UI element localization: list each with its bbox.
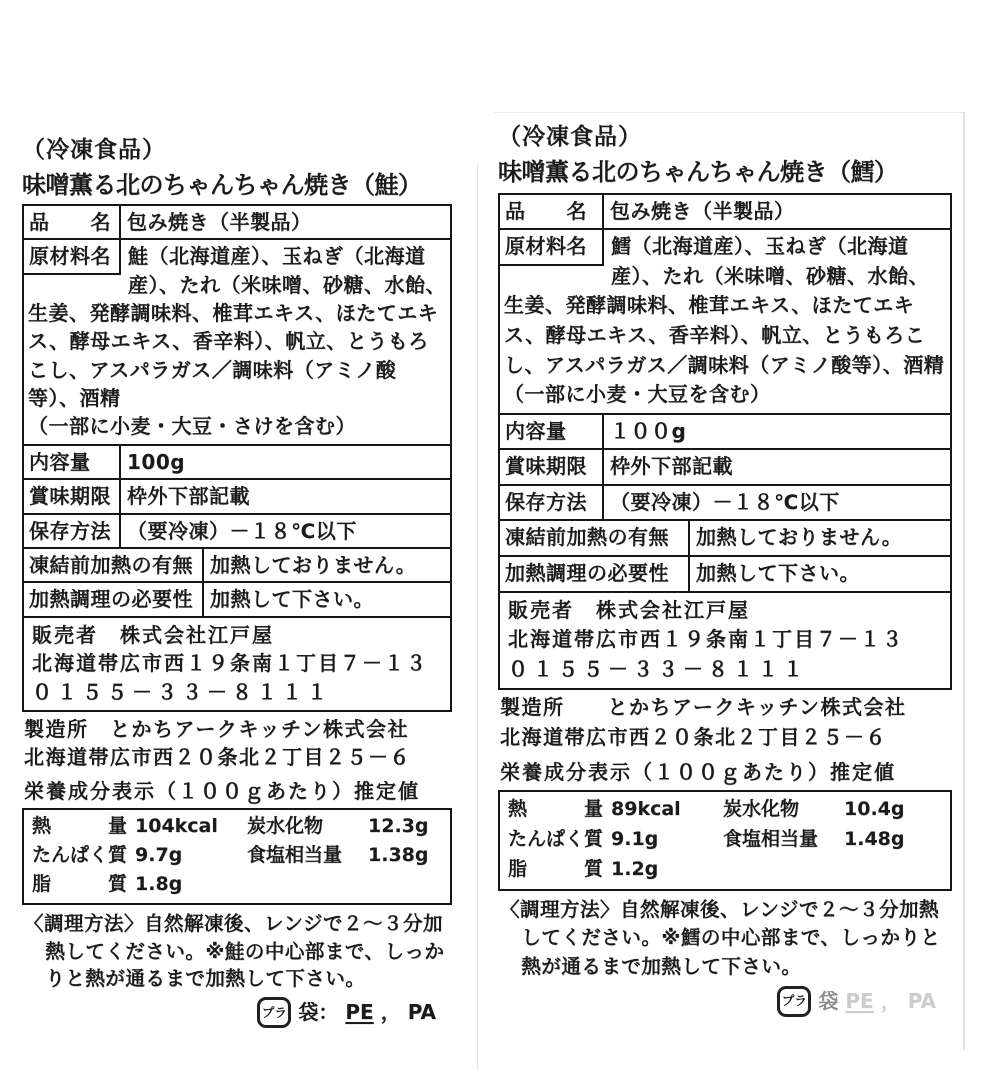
net-content-value: １００g	[610, 418, 687, 443]
material-pe: PE	[845, 988, 874, 1013]
heating-value: 加熱して下さい。	[696, 561, 860, 586]
recycle-info	[22, 997, 436, 1028]
plastic-recycle-icon	[257, 997, 291, 1028]
fat-value: 1.2g	[611, 858, 659, 881]
material-separator: ，	[380, 1000, 401, 1025]
nutrition-header: 栄養成分表示（１００ｇあたり）推定値	[24, 778, 420, 803]
row-preheat	[24, 549, 450, 583]
manufacturer-name: 製造所 とかちアークキッチン株式会社	[24, 716, 409, 741]
plastic-recycle-icon	[777, 986, 811, 1017]
nutrition-header: 栄養成分表示（１００ｇあたり）推定値	[500, 759, 896, 784]
best-before-label: 賞味期限	[24, 480, 121, 512]
cooking-instructions: 〈調理方法〉自然解凍後、レンジで２～３分加熱してください。※鱈の中心部まで、しっかりと熱が通るまで加熱して下さい。	[499, 897, 941, 979]
material-pa: PA	[407, 1000, 436, 1025]
product-name-value: 包み焼き（半製品）	[610, 198, 795, 223]
heating-label: 加熱調理の必要性	[500, 557, 690, 591]
row-storage	[500, 486, 950, 522]
salt-label: 食塩相当量	[247, 844, 343, 867]
storage-value: （要冷凍）－１８℃以下	[127, 518, 357, 543]
seller-name: 販売者 株式会社江戸屋	[508, 597, 750, 622]
energy-label: 熱 量	[32, 815, 128, 838]
seller-name: 販売者 株式会社江戸屋	[32, 622, 274, 647]
product-name-value: 包み焼き（半製品）	[127, 209, 312, 234]
preheat-value: 加熱しておりません。	[696, 525, 903, 550]
nutrition-row	[500, 854, 950, 884]
preheat-label: 凍結前加熱の有無	[500, 521, 690, 555]
frozen-food-note: （冷凍食品）	[22, 137, 166, 163]
manufacturer-address: 北海道帯広市西２０条北２丁目２５－６	[500, 725, 887, 750]
seller-block	[500, 593, 950, 689]
ingredients-label: 原材料名	[500, 230, 604, 266]
row-net-content	[500, 415, 950, 451]
nutrition-table	[22, 808, 452, 905]
manufacturer-address: 北海道帯広市西２０条北２丁目２５－６	[24, 745, 411, 770]
fat-label: 脂 質	[32, 873, 128, 896]
energy-value: 89kcal	[611, 798, 681, 821]
energy-value: 104kcal	[135, 815, 218, 838]
nutrition-row	[500, 824, 950, 854]
cooking-instructions: 〈調理方法〉自然解凍後、レンジで２～３分加熱してください。※鮭の中心部まで、しっかりと熱が通るまで加熱して下さい。	[23, 912, 445, 991]
product-name-label: 品 名	[24, 206, 121, 238]
protein-value: 9.1g	[611, 828, 659, 851]
carb-label: 炭水化物	[723, 798, 800, 821]
row-preheat	[500, 521, 950, 557]
row-product-name	[24, 206, 450, 240]
seller-phone: ０１５５－３３－８１１１	[32, 679, 332, 704]
bag-label: 袋：	[298, 1000, 339, 1025]
carb-value: 10.4g	[844, 798, 905, 821]
row-heating	[24, 583, 450, 617]
seller-phone: ０１５５－３３－８１１１	[508, 656, 808, 681]
spec-table	[498, 193, 952, 691]
recycle-info	[498, 986, 936, 1017]
material-pe: PE	[345, 1000, 374, 1025]
ingredients-text: 鱈（北海道産）、玉ねぎ（北海道産）、たれ（米味噌、砂糖、水飴、生姜、発酵調味料、椎茸エキス、ほたてエキス、酵母エキス、香辛料）、帆立、とうもろこし、アスパラガス／調味料（アミノ酸等）、酒精	[504, 234, 945, 377]
allergen-note: （一部に小麦・大豆・さけを含む）	[28, 414, 356, 439]
salt-label: 食塩相当量	[723, 828, 819, 851]
row-product-name	[500, 195, 950, 231]
product-title: 味噌薫る北のちゃんちゃん焼き（鱈）	[498, 158, 898, 187]
row-ingredients	[24, 240, 450, 446]
nutrition-row	[500, 794, 950, 824]
heating-label: 加熱調理の必要性	[24, 583, 204, 615]
material-pa: PA	[907, 988, 936, 1013]
preheat-label: 凍結前加熱の有無	[24, 549, 204, 581]
ingredients-label: 原材料名	[24, 240, 121, 274]
best-before-value: 枠外下部記載	[610, 454, 733, 479]
plastic-mark-text: プラ	[781, 993, 807, 1009]
manufacturer-block	[22, 715, 452, 772]
nutrition-row	[24, 841, 450, 870]
product-name-label: 品 名	[500, 195, 604, 229]
bag-label: 袋	[818, 988, 839, 1013]
best-before-value: 枠外下部記載	[127, 484, 250, 509]
manufacturer-name: 製造所 とかちアークキッチン株式会社	[500, 695, 907, 720]
row-heating	[500, 557, 950, 593]
carb-label: 炭水化物	[247, 815, 324, 838]
label-card-salmon	[22, 134, 452, 1025]
plastic-mark-text: プラ	[261, 1004, 287, 1020]
net-content-label: 内容量	[24, 446, 121, 478]
storage-label: 保存方法	[24, 515, 121, 547]
label-card-cod	[498, 120, 952, 1013]
allergen-note: （一部に小麦・大豆を含む）	[504, 382, 771, 407]
storage-value: （要冷凍）－１８℃以下	[610, 489, 840, 514]
salt-value: 1.48g	[844, 828, 905, 851]
protein-label: たんぱく質	[508, 828, 604, 851]
salt-value: 1.38g	[368, 844, 429, 867]
storage-label: 保存方法	[500, 486, 604, 520]
row-best-before	[500, 450, 950, 486]
nutrition-row	[24, 870, 450, 899]
manufacturer-block	[498, 693, 952, 752]
row-storage	[24, 515, 450, 549]
material-separator: ，	[880, 988, 901, 1013]
row-best-before	[24, 480, 450, 514]
fat-value: 1.8g	[135, 873, 183, 896]
nutrition-table	[498, 790, 952, 890]
preheat-value: 加熱しておりません。	[210, 553, 417, 578]
product-title: 味噌薫る北のちゃんちゃん焼き（鮭）	[22, 170, 422, 199]
heating-value: 加熱して下さい。	[210, 587, 374, 612]
carb-value: 12.3g	[368, 815, 429, 838]
protein-label: たんぱく質	[32, 844, 128, 867]
nutrition-row	[24, 812, 450, 841]
ingredients-text: 鮭（北海道産）、玉ねぎ（北海道産）、たれ（米味噌、砂糖、水飴、生姜、発酵調味料、椎茸エキス、ほたてエキス、酵母エキス、香辛料）、帆立、とうもろこし、アスパラガス／調味料（アミノ酸等）、酒精	[28, 244, 446, 411]
seller-address: 北海道帯広市西１９条南１丁目７－１３	[32, 651, 428, 676]
fat-label: 脂 質	[508, 858, 604, 881]
row-ingredients	[500, 230, 950, 415]
net-content-label: 内容量	[500, 415, 604, 449]
spec-table	[22, 204, 452, 712]
frozen-food-note: （冷凍食品）	[498, 124, 642, 150]
seller-block	[24, 618, 450, 710]
row-net-content	[24, 446, 450, 480]
protein-value: 9.7g	[135, 844, 183, 867]
net-content-value: 100g	[127, 449, 186, 474]
seller-address: 北海道帯広市西１９条南１丁目７－１３	[508, 627, 904, 652]
best-before-label: 賞味期限	[500, 450, 604, 484]
energy-label: 熱 量	[508, 798, 604, 821]
